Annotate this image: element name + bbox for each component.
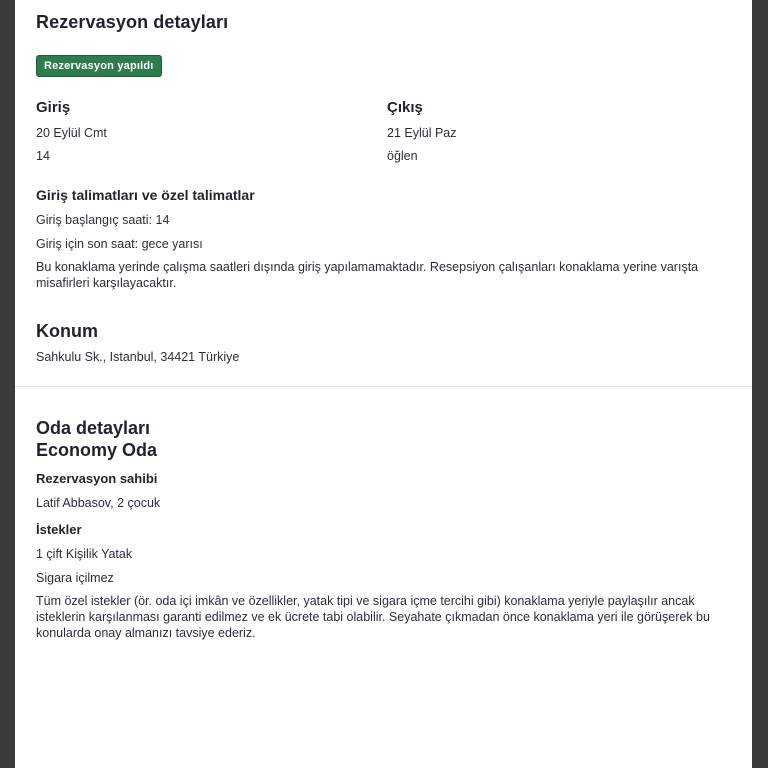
- checkin-start-time: Giriş başlangıç saati: 14: [36, 213, 170, 227]
- holder-heading: Rezervasyon sahibi: [36, 471, 158, 486]
- checkin-end-time: Giriş için son saat: gece yarısı: [36, 237, 203, 251]
- location-address: Sahkulu Sk., Istanbul, 34421 Türkiye: [36, 350, 240, 364]
- requests-heading: İstekler: [36, 522, 82, 537]
- instructions-note-line-2: misafirleri karşılayacaktır.: [36, 276, 177, 290]
- checkout-time: öğlen: [387, 149, 418, 163]
- status-badge: Rezervasyon yapıldı: [36, 55, 162, 77]
- requests-note-line-2: isteklerin karşılanması garanti edilmez ve ek ücrete tabi olabilir. Seyahate çıkmadan önce konaklama yeri ile görüşerek bu: [36, 610, 710, 624]
- page-title: Rezervasyon detayları: [36, 12, 229, 32]
- location-heading: Konum: [36, 321, 98, 341]
- instructions-heading: Giriş talimatları ve özel talimatlar: [36, 187, 255, 203]
- checkout-date: 21 Eylül Paz: [387, 126, 457, 140]
- room-type: Economy Oda: [36, 440, 158, 460]
- requests-note-line-3: konularda onay almanızı tavsiye ederiz.: [36, 626, 256, 640]
- requests-note-line-1: Tüm özel istekler (ör. oda içi imkân ve özellikler, yatak tipi ve sigara içme tercihi gibi) konaklama yeriyle paylaşılır ancak: [36, 594, 695, 608]
- checkin-time: 14: [36, 149, 50, 163]
- request-smoking: Sigara içilmez: [36, 571, 114, 585]
- checkin-heading: Giriş: [36, 99, 71, 116]
- reservation-sheet: [15, 0, 752, 768]
- section-divider: [15, 386, 752, 387]
- instructions-note-line-1: Bu konaklama yerinde çalışma saatleri dışında giriş yapılamamaktadır. Resepsiyon çalışanları konaklama yerine varışta: [36, 260, 699, 274]
- room-details-title: Oda detayları: [36, 418, 151, 438]
- checkout-heading: Çıkış: [387, 99, 423, 116]
- checkin-date: 20 Eylül Cmt: [36, 126, 107, 140]
- request-bed: 1 çift Kişilik Yatak: [36, 547, 133, 561]
- holder-value: Latif Abbasov, 2 çocuk: [36, 496, 161, 510]
